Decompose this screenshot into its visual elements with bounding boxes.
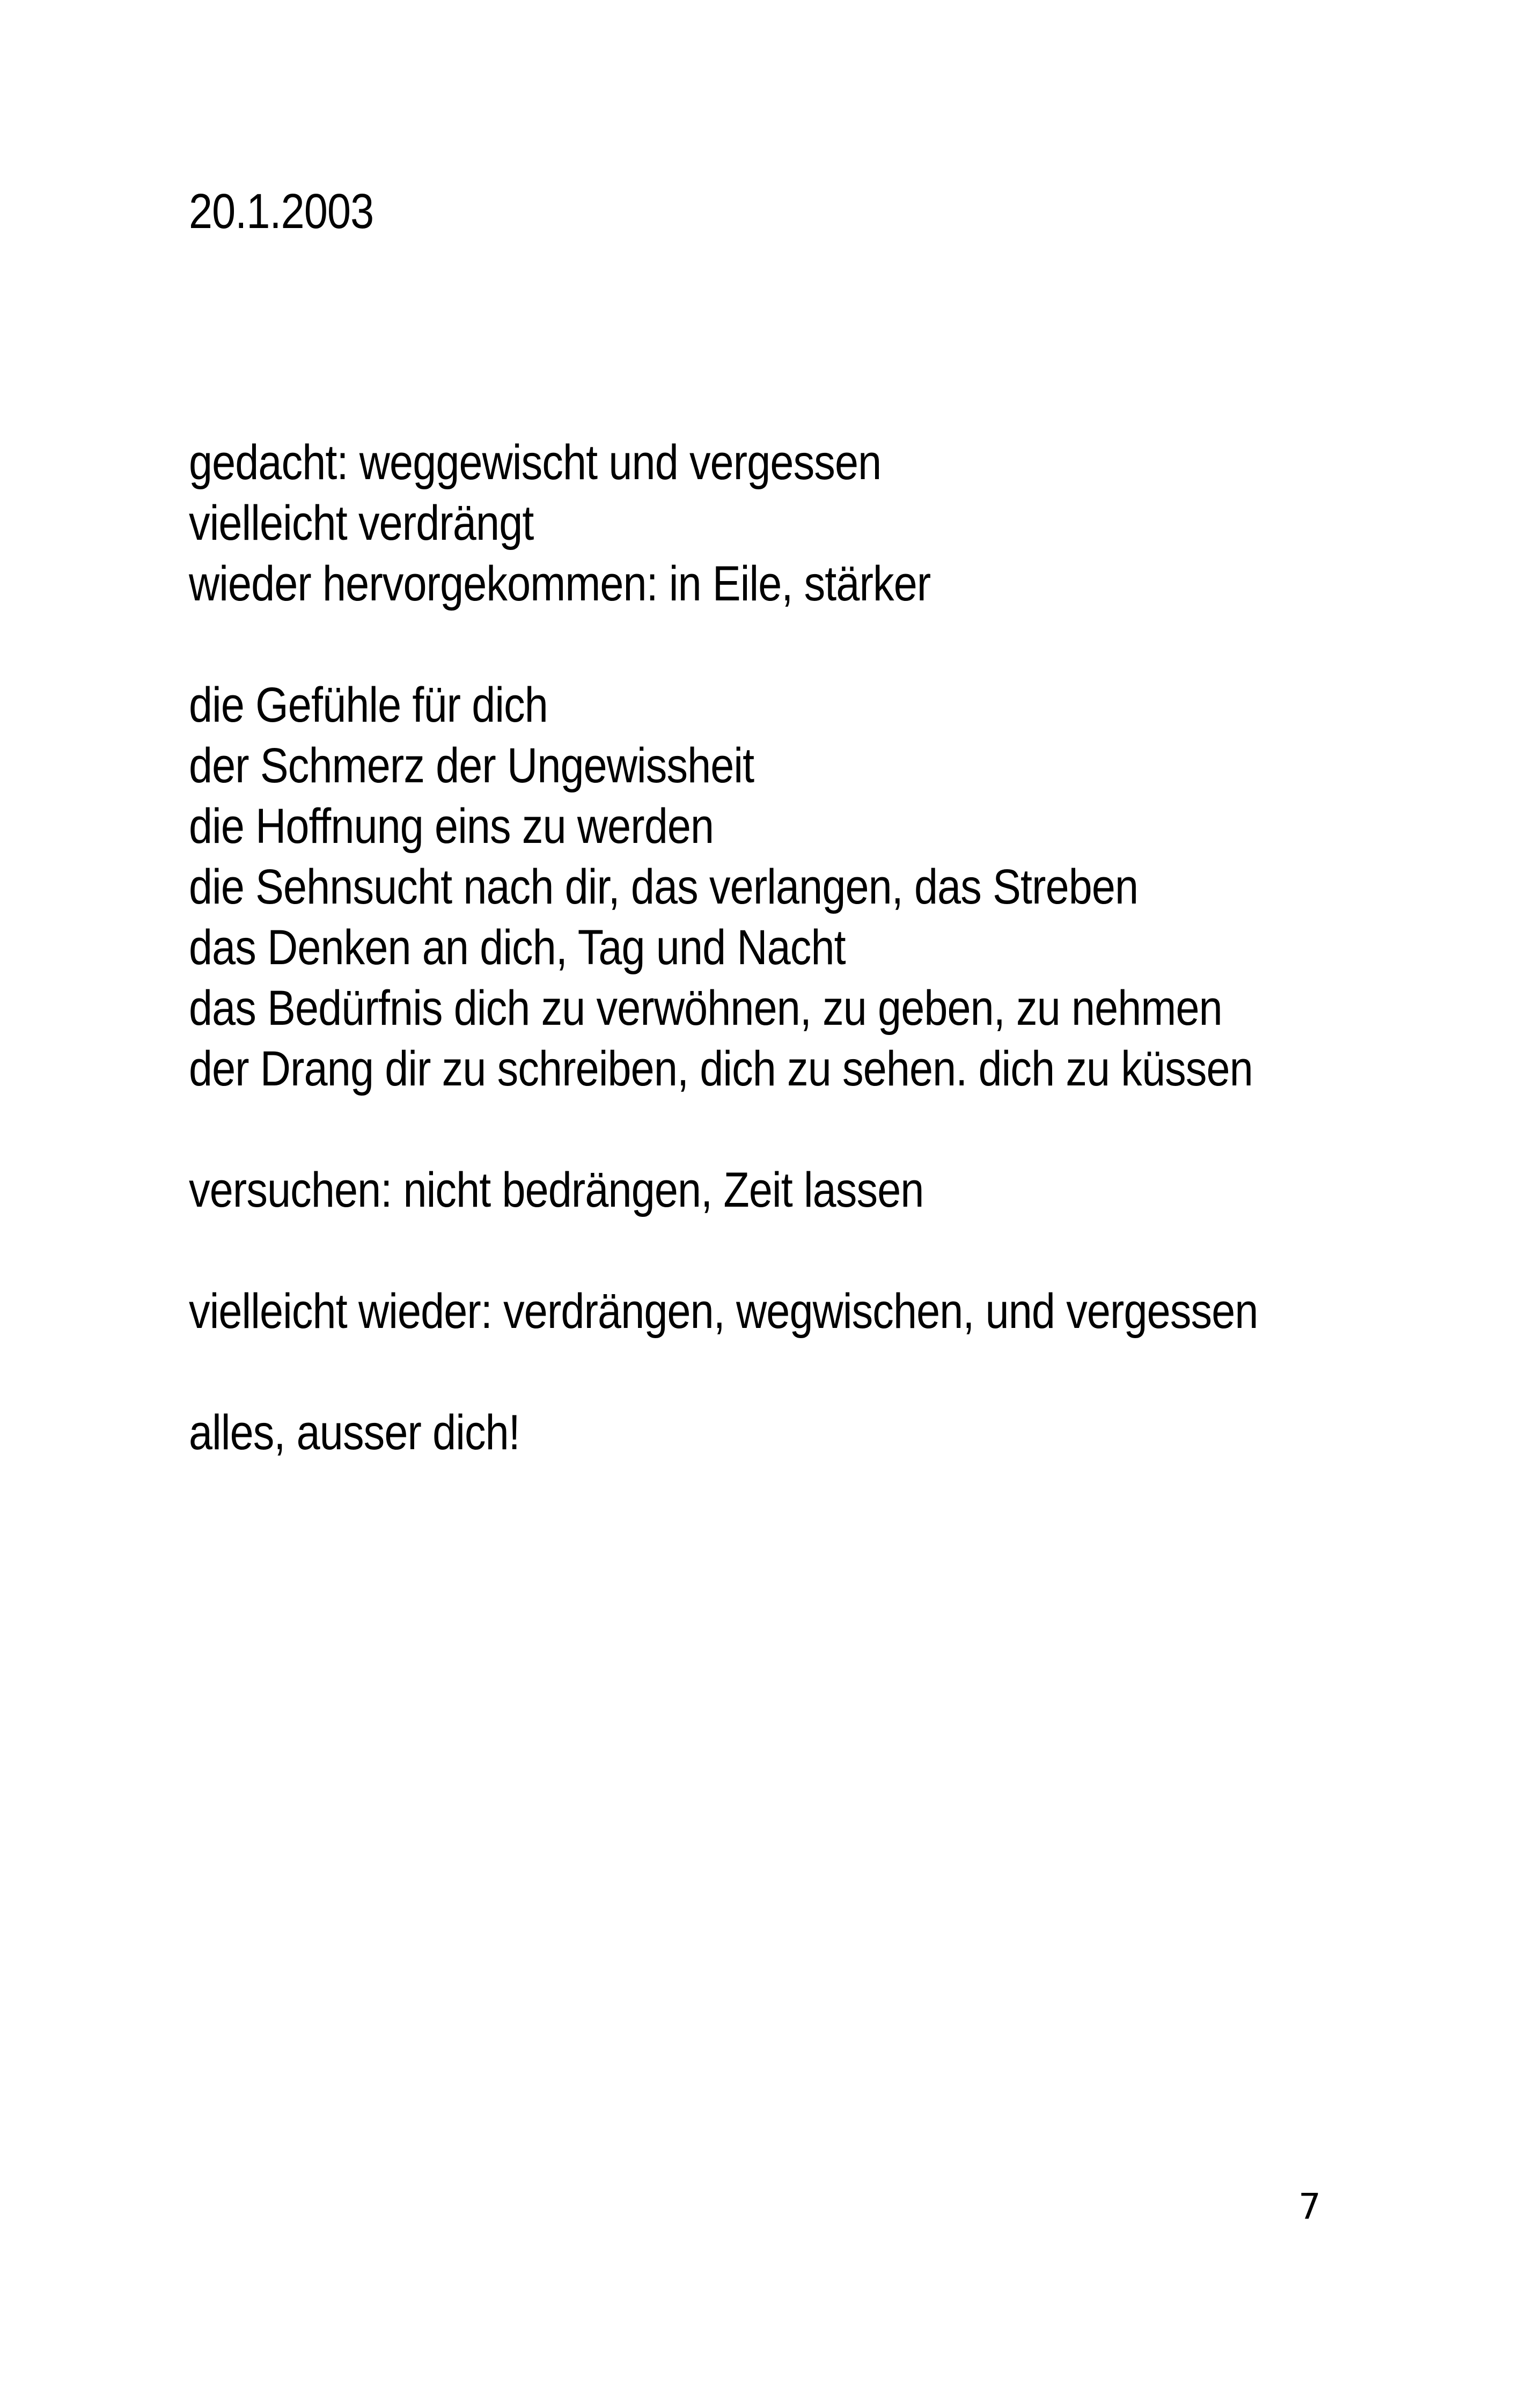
poem-line: die Hoffnung eins zu werden [189, 799, 714, 854]
stanza-5 [189, 1403, 1250, 1463]
poem-line: die Sehnsucht nach dir, das verlangen, das Streben [189, 860, 1139, 914]
poem-line: vielleicht verdrängt [189, 496, 534, 550]
page-number: 7 [1298, 2186, 1321, 2227]
poem-line: der Schmerz der Ungewissheit [189, 738, 754, 793]
poem-line: vielleicht wieder: verdrängen, wegwischen, und vergessen [189, 1284, 1258, 1339]
poem-line: wieder hervorgekommen: in Eile, stärker [189, 556, 931, 611]
stanza-1 [189, 432, 1250, 614]
poem-line: versuchen: nicht bedrängen, Zeit lassen [189, 1163, 924, 1217]
poem-line: das Bedürfnis dich zu verwöhnen, zu geben, zu nehmen [189, 981, 1222, 1036]
poem-body [189, 432, 1258, 1524]
stanza-4 [189, 1281, 1258, 1342]
poem-date: 20.1.2003 [189, 184, 374, 239]
poem-line: alles, ausser dich! [189, 1405, 520, 1460]
stanza-2 [189, 675, 1253, 1099]
poem-line: die Gefühle für dich [189, 678, 548, 732]
poem-line: gedacht: weggewischt und vergessen [189, 435, 882, 490]
stanza-3 [189, 1160, 1250, 1221]
poem-line: das Denken an dich, Tag und Nacht [189, 920, 846, 975]
poem-line: der Drang dir zu schreiben, dich zu sehen. dich zu küssen [189, 1041, 1253, 1096]
